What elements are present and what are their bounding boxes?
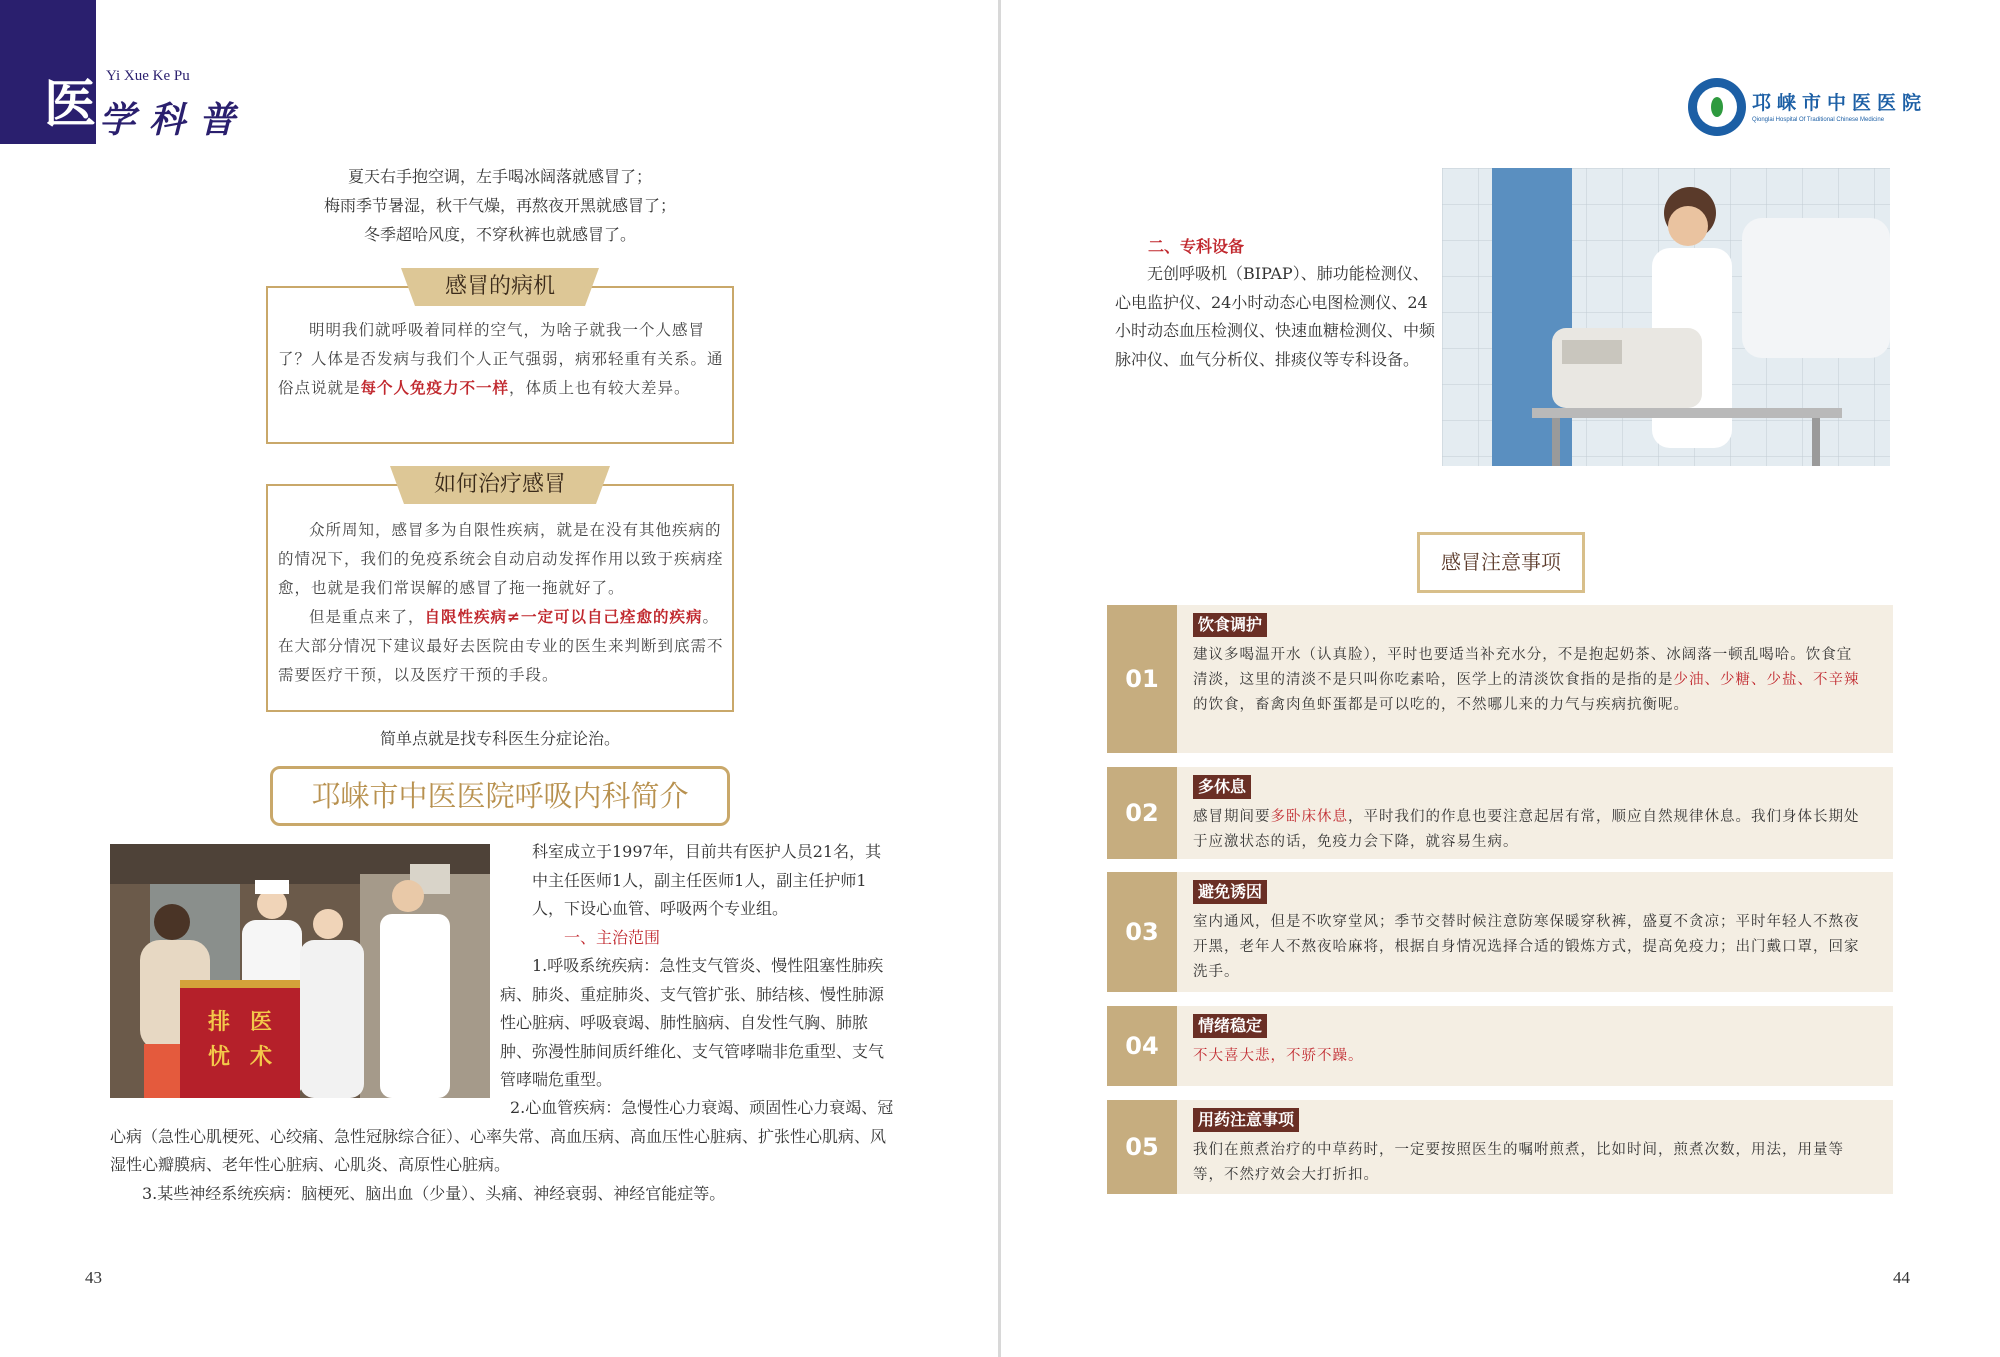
equipment-text: 无创呼吸机（BIPAP）、肺功能检测仪、心电监护仪、24小时动态心电图检测仪、24小时动态血压检测仪、快速血糖检测仪、中频脉冲仪、血气分析仪、排痰仪等专科设备。 (1115, 264, 1436, 369)
item-number: 05 (1107, 1100, 1177, 1194)
notice-item (1107, 872, 1893, 992)
item-text (1193, 1044, 1863, 1069)
svg-text:医: 医 (250, 1009, 273, 1035)
item-tag: 情绪稳定 (1193, 1014, 1267, 1038)
item-number: 04 (1107, 1006, 1177, 1086)
scope-neuro: 3.某些神经系统疾病：脑梗死、脑出血（少量）、头痛、神经衰弱、神经官能症等。 (142, 1184, 726, 1203)
item-number: 02 (1107, 767, 1177, 859)
item-text: 感冒期间要多卧床休息，平时我们的作息也要注意起居有常，顺应自然规律休息。我们身体长期处于应激状态的话，免疫力会下降，就容易生病。 (1193, 809, 1860, 850)
highlight-text: 多卧床休息 (1270, 809, 1348, 825)
treatment-text: 众所周知，感冒多为自限性疾病，就是在没有其他疾病的的情况下，我们的免疫系统会自动启动发挥作用以致于疾病痊愈，也就是我们常误解的感冒了拖一拖就好了。 但是重点来了，自限性疾病≠一定可以自己痊愈的疾病。在大部分情况下建议最好去医院由专业的医生来判断到底需不需要医疗干预，以及医疗干预的手段。 (278, 516, 724, 690)
svg-text:忧: 忧 (208, 1044, 231, 1070)
intro-line: 冬季超哈风度，不穿秋裤也就感冒了。 (363, 225, 636, 244)
hospital-logo-icon (1688, 78, 1746, 136)
intro-text (250, 162, 750, 249)
highlight-text: 每个人免疫力不一样 (360, 379, 510, 397)
item-tag: 避免诱因 (1193, 880, 1267, 904)
svg-text:术: 术 (250, 1044, 273, 1070)
item-text: 室内通风，但是不吹穿堂风；季节交替时候注意防寒保暖穿秋裤，盛夏不贪凉；平时年轻人不熬夜开黑，老年人不熬夜哈麻将，根据自身情况选择合适的锻炼方式，提高免疫力；出门戴口罩，回家洗手。 (1193, 914, 1860, 980)
intro-line: 夏天右手抱空调，左手喝冰阔落就感冒了； (347, 167, 652, 186)
item-tag: 多休息 (1193, 775, 1251, 799)
pathogenesis-box (266, 274, 734, 444)
svg-text:排: 排 (208, 1009, 231, 1035)
treatment-box (266, 472, 734, 712)
header-pinyin: Yi Xue Ke Pu (106, 68, 190, 84)
dept-intro: 科室成立于1997年，目前共有医护人员21名，其中主任医师1人，副主任医师1人，副主任护师1人，下设心血管、呼吸两个专业组。 一、主治范围 (532, 838, 894, 952)
intro-line: 梅雨季节暑湿，秋干气燥，再熬夜开黑就感冒了； (323, 196, 676, 215)
pathogenesis-title: 感冒的病机 (415, 268, 585, 306)
notice-title: 感冒注意事项 (1417, 532, 1585, 593)
left-page (0, 0, 998, 1357)
item-tag: 饮食调护 (1193, 613, 1267, 637)
highlight-text: 自限性疾病≠一定可以自己痊愈的疾病 (424, 608, 703, 626)
notice-item (1107, 1006, 1893, 1086)
simple-line: 简单点就是找专科医生分症论治。 (379, 729, 620, 748)
item-number: 01 (1107, 605, 1177, 753)
scope-respiratory: 1.呼吸系统疾病：急性支气管炎、慢性阻塞性肺疾病、肺炎、重症肺炎、支气管扩张、肺结核、慢性肺源性心脏病、呼吸衰竭、肺性脑病、自发性气胸、肺脓肿、弥漫性肺间质纤维化、支气管哮喘非危重型、支气管哮喘危重型。 (500, 956, 885, 1089)
scope-heading: 一、主治范围 (564, 927, 661, 947)
page-number: 44 (1893, 1268, 1910, 1287)
pathogenesis-text: 明明我们就呼吸着同样的空气，为啥子就我一个人感冒了？人体是否发病与我们个人正气强弱，病邪轻重有关系。通俗点说就是每个人免疫力不一样，体质上也有较大差异。 (278, 321, 724, 397)
highlight-text: 少油、少糖、少盐、不辛辣 (1673, 672, 1860, 688)
treatment-para: 众所周知，感冒多为自限性疾病，就是在没有其他疾病的的情况下，我们的免疫系统会自动启动发挥作用以致于疾病痊愈，也就是我们常误解的感冒了拖一拖就好了。 (278, 521, 724, 597)
notice-item (1107, 605, 1893, 753)
header-subtitle: 学科普 (99, 99, 250, 141)
scope-cardio: 2.心血管疾病：急慢性心力衰竭、顽固性心力衰竭、冠心病（急性心肌梗死、心绞痛、急性冠脉综合征）、心率失常、高血压病、高血压性心脏病、扩张性心肌病、风湿性心瓣膜病、老年性心脏病、心肌炎、高原性心脏病。 (110, 1098, 894, 1174)
equipment-heading: 二、专科设备 (1148, 237, 1245, 256)
page-number: 43 (85, 1268, 102, 1287)
treatment-title: 如何治疗感冒 (404, 466, 596, 504)
highlight-text: 不大喜大悲，不骄不躁。 (1193, 1048, 1364, 1064)
nurse-photo (1442, 168, 1890, 466)
item-text: 建议多喝温开水（认真脸），平时也要适当补充水分，不是抱起奶茶、冰阔落一顿乱喝哈。饮食宜清淡，这里的清淡不是只叫你吃素哈，医学上的清淡饮食指的是指的是少油、少糖、少盐、不辛辣的饮食，畜禽肉鱼虾蛋都是可以吃的，不然哪儿来的力气与疾病抗衡呢。 (1193, 647, 1860, 713)
header-big-char: 医 (44, 74, 97, 135)
notice-item (1107, 767, 1893, 859)
item-text: 我们在煎煮治疗的中草药时，一定要按照医生的嘱咐煎煮，比如时间，煎煮次数，用法，用量等等，不然疗效会大打折扣。 (1193, 1142, 1844, 1183)
hospital-name-english: Qionglai Hospital Of Traditional Chinese Medicine (1752, 117, 1885, 123)
notice-item (1107, 1100, 1893, 1194)
item-number: 03 (1107, 872, 1177, 992)
item-tag: 用药注意事项 (1193, 1108, 1299, 1132)
hospital-name: 邛崃市中医医院 (1752, 92, 1928, 114)
staff-photo (110, 844, 490, 1098)
dept-title: 邛崃市中医医院呼吸内科简介 (270, 766, 730, 826)
